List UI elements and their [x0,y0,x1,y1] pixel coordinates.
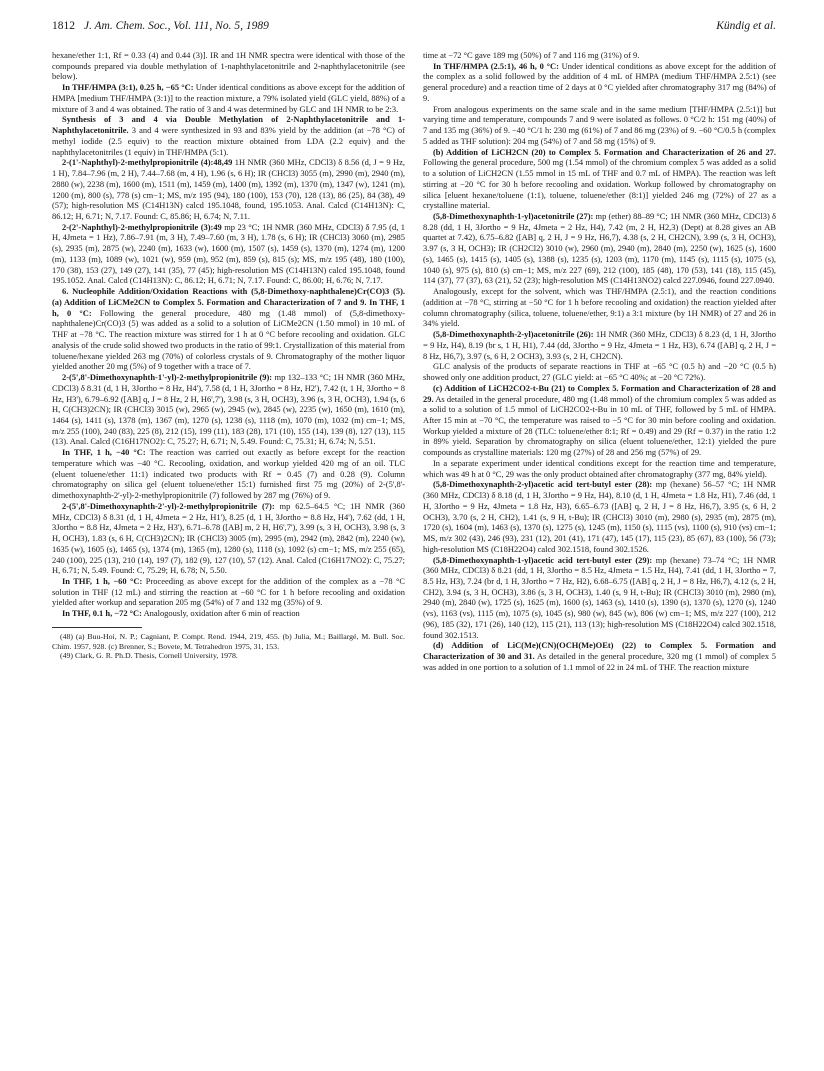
section-heading: 6. Nucleophile Addition/Oxidation Reactions with (5,8-Dimethoxy-naphthalene)Cr(CO)3 (5). (a) Addition of LiCMe2CN to Complex 5. Formation and Characterization of 7 and 9. In THF, 1 h, 0 °C: [52,286,405,318]
paragraph [52,501,405,576]
paragraph-heading: In THF, 1 h, −40 °C: [62,447,146,458]
footnote-49: (49) Clark, G. R. Ph.D. Thesis, Cornell University, 1978. [60,651,238,661]
paragraph-heading: In THF/HMPA (2.5:1), 46 h, 0 °C: [433,60,559,71]
paragraph-text: 1H NMR (360 MHz, CDCl3) δ 8.56 (d, J = 9 Hz, 1 H), 7.84–7.96 (m, 2 H), 7.44–7.68 (m, 4 H), 1.96 (s, 6 H); IR (CHCl3) 3055 (m), 2990 (m), 2940 (m), 2880 (w), 2238 (m), 1600 (m), 1511 (m), 1459 (m), 1400 (m), 1392 (m), 1370 (m), 1347 (w), 1241 (m), 1200 (m), 800 (s), 778 (s) cm−1; MS, m/z 195 (94), 180 (100), 153 (70), 128 (13), 86 (25), 84 (38), 49 (57); high-resolution MS (C14H13N) calcd 195.1048, found, 195.1053. Anal. Calcd (C14H13N): C, 86.12; H, 6.71; N, 7.17. Found: C, 85.86; H, 6.74; N, 7.11. [52,157,405,222]
paragraph [52,576,405,608]
paragraph-text: As detailed in the general procedure, 320 mg (1 mmol) of complex 5 was added in one portion to a solution of 1.1 mmol of 22 in 24 mL of THF. The reaction mixture [423,651,776,672]
paragraph-text: mp 23 °C; 1H NMR (360 MHz, CDCl3) δ 7.95 (d, 1 H, 4Jmeta = 1 Hz), 7.86–7.91 (m, 3 H), 7.49–7.60 (m, 3 H), 1.78 (s, 6 H); IR (CHCl3) 3060 (m), 2985 (s), 2935 (m), 2875 (w), 2240 (m), 1633 (w), 1600 (m), 1507 (s), 1459 (s), 1370 (m), 1274 (m), 1200 (m), 1133 (m), 1089 (w), 1021 (w), 959 (m), 952 (m), 859 (s), 815 (s); MS, m/z 195 (48), 180 (100), 170 (38), 153 (27), 149 (27), 141 (35), 77 (45); high-resolution MS (C14H13N) calcd 195.1048, found 195.1052. Anal. Calcd (C14H13N): C, 86.12; H, 6.71; N, 7.17. Found: C, 86.00; H, 6.76; N, 7.17. [52,221,405,286]
paragraph-text: 3 and 4 were synthesized in 93 and 83% yield by the addition (at −78 °C) of methyl iodide (2.5 equiv) to the reaction mixture obtained from LDA (2.2 equiv) and the naphthylacetonitriles (1 equiv) in THF/HMPA (5:1). [52,125,405,157]
paragraph [52,608,405,619]
paragraph [423,640,776,672]
paragraph [423,479,776,554]
paragraph [52,82,405,114]
paragraph-heading: Synthesis of 3 and 4 via Double Methylation of 2-Naphthylacetonitrile and 1-Naphthylacetonitrile. [52,114,405,136]
paragraph-text: In a separate experiment under identical conditions except for the reaction time and temperature, which was 49 h at 0 °C, 29 was the only product obtained after chromatography (377 mg, 84% yield). [423,457,776,479]
paragraph-text: mp (ether) 88–89 °C; 1H NMR (360 MHz, CDCl3) δ 8.28 (dd, 1 H, 3Jortho = 9 Hz, 4Jmeta = 2 Hz, H4), 7.42 (m, 2 H, H2,3) (Dept) at 8.28 gives an AB quartet at 7.42), 6.75–6.82 ([AB] q, 2 H, J = 9 Hz, H6,7), 4.38 (s, 2 H, CH2CN), 3.99 (s, 3 H, OCH3), 3.97 (s, 3 H, OCH3); IR (CH2Cl2) 3010 (w), 2960 (m), 2940 (m), 2840 (m), 2250 (w), 1625 (s), 1600 (s), 1465 (s), 1415 (s), 1405 (s), 1388 (s), 1235 (s), 1203 (m), 1170 (m), 1145 (s), 1115 (s), 1075 (s), 1040 (s), 975 (s), 810 (s) cm−1; MS, m/z 227 (69), 212 (100), 185 (48), 170 (53), 141 (18), 115 (45), 114 (37), 77 (37), 63 (21), 52 (23); high-resolution MS (C14H13NO2) calcd 227.0946, found 227.0940. [423,211,776,286]
paragraph-heading: In THF, 0.1 h, −72 °C: [62,608,142,619]
paragraph-text: Following the general procedure, 500 mg (1.54 mmol) of the chromium complex 5 was added as a solid to a solution of LiCH2CN (1.55 mmol in 15 mL of THF and 0.7 mL of HMPA). The reaction was left stirring at −20 °C for 30 h before recooling and oxidation. Workup followed by chromatography on silica [eluent hexane/toluene (1:1), toluene, toluene/ether (8:1)] yielded 246 mg (72%) of 27 as a crystalline material. [423,157,776,211]
paragraph [52,372,405,447]
paragraph-text: GLC analysis of the products of separate reactions in THF at −65 °C (0.5 h) and −20 °C (0.5 h) showed only one addition product, 27 (GLC yield: at −65 °C 40%; at −20 °C 72%). [423,361,776,383]
paragraph-text: Analogously, oxidation after 6 min of reaction [141,608,300,619]
compound-heading: (5,8-Dimethoxynaphth-1-yl)acetonitrile (27): [433,211,594,222]
compound-heading: 2-(5',8'-Dimethoxynaphth-1'-yl)-2-methylpropionitrile (9): [62,372,273,383]
compound-heading: (5,8-Dimethoxynaphth-1-yl)acetic acid tert-butyl ester (29): [433,554,653,565]
paragraph [423,61,776,104]
paragraph-text: As detailed in the general procedure, 480 mg (1.48 mmol) of the chromium complex 5 was added as a solid to a solution of 1.5 mmol of LiCH2CO2-t-Bu in 10 mL of THF, followed by 5 mL of HMPA. After 15 min at −70 °C, the temperature was raised to −5 °C for 30 min before cooling and oxidation. Workup yielded a mixture of 28 (TLC: toluene/ether 8:1; Rf = 0.49) and 29 (Rf = 0.37) in the ratio 1:2 in 89% yield. Separation by chromatography on silica (eluent toluene/ether, 12:1) yielded the pure compounds as crystalline materials: 120 mg (27%) of 28 and 256 mg (57%) of 29. [423,393,776,458]
paragraph-text: mp (hexane) 56–57 °C; 1H NMR (360 MHz, CDCl3) δ 8.18 (d, 1 H, 3Jortho = 9 Hz, H4), 8.10 (d, 1 H, 4Jmeta = 1.8 Hz, H1), 7.46 (dd, 1 H, 3Jortho = 9 Hz, 4Jmeta = 1.8 Hz, H3), 6.65–6.73 ([AB] q, 2 H, J = 8 Hz, H6,7), 3.95 (s, 6 H, 2 OCH3), 3.70 (s, 2 H, CH2), 1.41 (s, 9 H, t-Bu); IR (CHCl3) 3010 (m), 2980 (s), 2935 (m), 2875 (m), 1720 (s), 1604 (m), 1463 (s), 1370 (s), 1275 (s), 1245 (m), 1150 (s), 1115 (vs), 1100 (s), 910 (vs) cm−1; MS, m/z 302 (43), 246 (93), 231 (12), 201 (41), 171 (47), 145 (17), 115 (23), 85 (67), 83 (100), 56 (73); high-resolution MS (C18H22O4) calcd 302.1518, found 302.1526. [423,479,776,554]
paragraph-text: From analogous experiments on the same scale and in the same medium [THF/HMPA (2.5:1)] but varying time and temperature, compounds 7 and 9 were isolated as follows. 0 °C/2 h: 151 mg (40%) of 7 and 135 mg (36%) of 9. −40 °C/1 h: 230 mg (61%) of 7 and 86 mg (23%) of 9. −60 °C/0.5 h (complex 5 added as THF solution): 204 mg (54%) of 7 and 58 mg (15%) of 9. [423,103,777,146]
paragraph [52,447,405,501]
paragraph [423,361,776,382]
paragraph [52,157,405,221]
right-column [423,50,776,673]
footnote-48: (48) (a) Buu-Hoi, N. P.; Cagniant, P. Compt. Rend. 1944, 219, 455. (b) Julia, M.; Baillargé, M. Bull. Soc. Chim. 1957, 928. (c) Brenner, S.; Bovete, M. Tetrahedron 1975, 31, 153. [52,631,405,651]
compound-heading: (5,8-Dimethoxynaphth-2-yl)acetic acid tert-butyl ester (28): [433,479,653,490]
paragraph [423,555,776,641]
paragraph-text: Proceeding as above except for the addition of the complex as a −78 °C solution in THF (12 mL) and stirring the reaction at −60 °C for 1 h before recooling and oxidation yielded after workup and separation 205 mg (54%) of 7 and 132 mg (35%) of 9. [52,575,406,608]
two-column-body [52,50,776,673]
running-header [52,20,776,42]
header-left [52,20,275,32]
journal-page [52,20,776,1060]
compound-heading: 2-(5',8'-Dimethoxynaphth-2'-yl)-2-methylpropionitrile (7): [62,500,275,511]
paragraph-text: time at −72 °C gave 189 mg (50%) of 7 and 116 mg (31%) of 9. [423,50,640,60]
compound-heading: 2-(1'-Naphthyl)-2-methylpropionitrile (4):48,49 [62,157,233,168]
paragraph-text: The reaction was carried out exactly as before except for the reaction temperature which was −40 °C. Recooling, oxidation, and workup yielded 420 mg of an oil. TLC (eluent toluene/ether 11:1) indicated two products with Rf = 0.45 (7) and 0.28 (9). Column chromatography on silica gel (eluent toluene/ether 15:1) furnished first 75 mg (20%) of 2-(5',8'-dimethoxynaphth-2'-yl)-2-methylpropionitrile (7) followed by 287 mg (76%) of 9. [52,447,405,501]
paragraph [52,50,405,82]
section-heading: (b) Addition of LiCH2CN (20) to Complex 5. Formation and Characterization of 26 and 27. [433,146,776,157]
paragraph [423,104,776,147]
paragraph-heading: In THF, 1 h, −60 °C: [62,575,143,586]
paragraph [423,50,776,61]
page-number: 1812 [52,20,75,32]
paragraph-text: Under identical conditions as above except for the addition of HMPA [medium THF/HMPA (3:1)] to the reaction mixture, a 79% isolated yield (GLC yield, 88%) of a mixture of 3 and 4 was obtained. The ratio of 3 and 4 was determined by GLC and 1H NMR to be 2:3. [52,82,405,114]
paragraph-text: Under identical conditions as above except for the addition of the complex as a solid followed by the addition of 4 mL of HMPA (medium THF/HMPA 2.5:1) (see general procedure) and a reaction time of 2 days at 0 °C yielded after chromatography 317 mg (84%) of 9. [423,60,776,103]
footnote-divider [52,627,142,628]
footnotes [52,632,405,661]
paragraph-text: mp (hexane) 73–74 °C; 1H NMR (360 MHz, CDCl3) δ 8.21 (dd, 1 H, 3Jortho = 8.5 Hz, 4Jmeta = 1.5 Hz, H4), 7.41 (dd, 1 H, 3Jortho = 7, 8.5 Hz, H3), 7.24 (br d, 1 H, 3Jortho = 7 Hz, H2), 6.68–6.75 ([AB] q, 2 H, J = 8 Hz, H6,7), 4.12 (s, 2 H, CH2), 3.94 (s, 3 H, OCH3), 3.86 (s, 3 H, OCH3), 1.40 (s, 9 H, t-Bu); IR (CHCl3) 3010 (m), 2980 (m), 2940 (m), 2840 (w), 1725 (s), 1625 (m), 1600 (s), 1463 (s), 1410 (s), 1390 (s), 1370 (s), 1270 (s), 1240 (vs), 1163 (vs), 1115 (m), 1075 (s), 1045 (s), 980 (w), 845 (w), 806 (w) cm−1; MS, m/z 227 (100), 212 (96), 185 (32), 171 (26), 140 (12), 115 (21), 113 (13); high-resolution MS (C18H22O4) calcd 302.1518, found 302.1513. [423,554,776,640]
journal-citation: J. Am. Chem. Soc., Vol. 111, No. 5, 1989 [83,20,269,32]
compound-heading: (5,8-Dimethoxynaphth-2-yl)acetonitrile (26): [433,329,594,340]
left-column [52,50,405,673]
paragraph [423,211,776,286]
compound-heading: 2-(2'-Naphthyl)-2-methylpropionitrile (3):49 [62,221,222,232]
paragraph-text: mp 62.5–64.5 °C; 1H NMR (360 MHz, CDCl3) δ 8.31 (d, 1 H, 4Jmeta = 2 Hz, H1'), 8.25 (d, 1 H, 3Jortho = 8.8 Hz, H4'), 7.62 (dd, 1 H, 3Jortho = 8.8 Hz, 4Jmeta = 2 Hz, H3'), 6.71–6.78 ([AB] m, 2 H, H6',7'), 3.99 (s, 3 H, OCH3), 3.98 (s, 3 H, OCH3), 1.83 (s, 6 H, C(CH3)2CN); IR (CHCl3) 3005 (m), 2995 (m), 2942 (m), 2842 (m), 2240 (w), 1635 (w), 1605 (s), 1465 (s), 1374 (m), 1365 (m), 1280 (s), 1118 (s), 1092 (s) cm−1; MS, m/z 255 (65), 240 (100), 225 (13), 210 (14), 197 (7), 182 (9), 127 (10), 57 (12). Anal. Calcd (C16H17NO2): C, 75.27; H, 6.71; N, 5.49. Found: C, 75.29; H, 6.78; N, 5.50. [52,500,405,576]
section-heading: (d) Addition of LiC(Me)(CN)(OCH(Me)OEt) (22) to Complex 5. Formation and Characterization of 30 and 31. [423,640,776,662]
paragraph-heading: In THF/HMPA (3:1), 0.25 h, −65 °C: [62,82,194,93]
paragraph-text: Following the general procedure, 480 mg (1.48 mmol) of (5,8-dimethoxy-naphthalene)Cr(CO)3 (5) was added as a solid to a solution of LiCMe2CN (1.50 mmol) in 10 mL of THF at −78 °C. The reaction mixture was stirred for 1 h at 0 °C before recooling and oxidation. GLC analysis of the crude solid showed two products in the ratio of 99:1. Crystallization of this material from toluene/hexane yielded 263 mg (70%) of colorless crystals of 9. Chromatography of the mother liquor yielded another 20 mg (5%) of 9 together with a trace of 7. [52,307,405,372]
paragraph [52,114,405,157]
paragraph-text: 1H NMR (360 MHz, CDCl3) δ 8.23 (d, 1 H, 3Jortho = 9 Hz, H4), 8.19 (br s, 1 H, H1), 7.44 (dd, 3Jortho = 9 Hz, 4Jmeta = 1 Hz, H3), 6.74 ([AB] q, 2 H, J = 8 Hz, H6,7), 3.97 (s, 6 H, 2 OCH3), 3.93 (s, 2 H, CH2CN). [423,329,776,361]
header-authors: Kündig et al. [716,20,776,32]
paragraph [52,286,405,372]
paragraph-text: mp 132–133 °C; 1H NMR (360 MHz, CDCl3) δ 8.31 (d, 1 H, 3Jortho = 8 Hz, H4'), 7.58 (d, 1 H, 3Jortho = 8 Hz, H2'), 7.42 (t, 1 H, 3Jortho = 8 Hz, H3'), 6.79–6.92 ([AB] q, J = 8 Hz, 2 H, H6',7'), 3.98 (s, 3 H, OCH3), 3.96 (s, 3 H, OCH3), 1.94 (s, 6 H, C(CH3)2CN); IR (CHCl3) 3015 (w), 2965 (w), 2945 (w), 2845 (w), 2235 (w), 1650 (m), 1610 (m), 1464 (s), 1411 (s), 1378 (m), 1367 (m), 1270 (s), 1238 (s), 1118 (m), 1070 (m), 1032 (m) cm−1; MS, m/z 255 (100), 240 (83), 225 (8), 212 (15), 199 (11), 183 (28), 171 (10), 155 (14), 139 (8), 127 (13), 115 (13). Anal. Calcd (C16H17NO2): C, 75.27; H, 6.71; N, 5.49. Found: C, 75.31; H, 6.74; N, 5.51. [52,372,405,447]
section-heading: (c) Addition of LiCH2CO2-t-Bu (21) to Complex 5. Formation and Characterization of 28 and 29. [423,382,776,404]
paragraph [423,458,776,479]
paragraph [423,286,776,329]
paragraph [52,222,405,286]
paragraph-text: hexane/ether 1:1, Rf = 0.33 (4) and 0.44 (3)]. IR and 1H NMR spectra were identical with those of the compounds prepared via double methylation of 1-naphthylacetonitrile and 2-naphthylacetonitrile (see below). [52,50,405,82]
paragraph [423,147,776,211]
paragraph [423,383,776,458]
paragraph [423,329,776,361]
paragraph-text: Analogously, except for the solvent, which was THF/HMPA (2.5:1), and the reaction conditions (addition at −78 °C, stirring at −50 °C for 1 h before recooling and oxidation) the reaction yielded after column chromatography (silica, toluene, toluene/ether, 9:1) a 3:1 mixture (by 1H NMR) of 27 and 26 in 34% yield. [423,286,776,329]
